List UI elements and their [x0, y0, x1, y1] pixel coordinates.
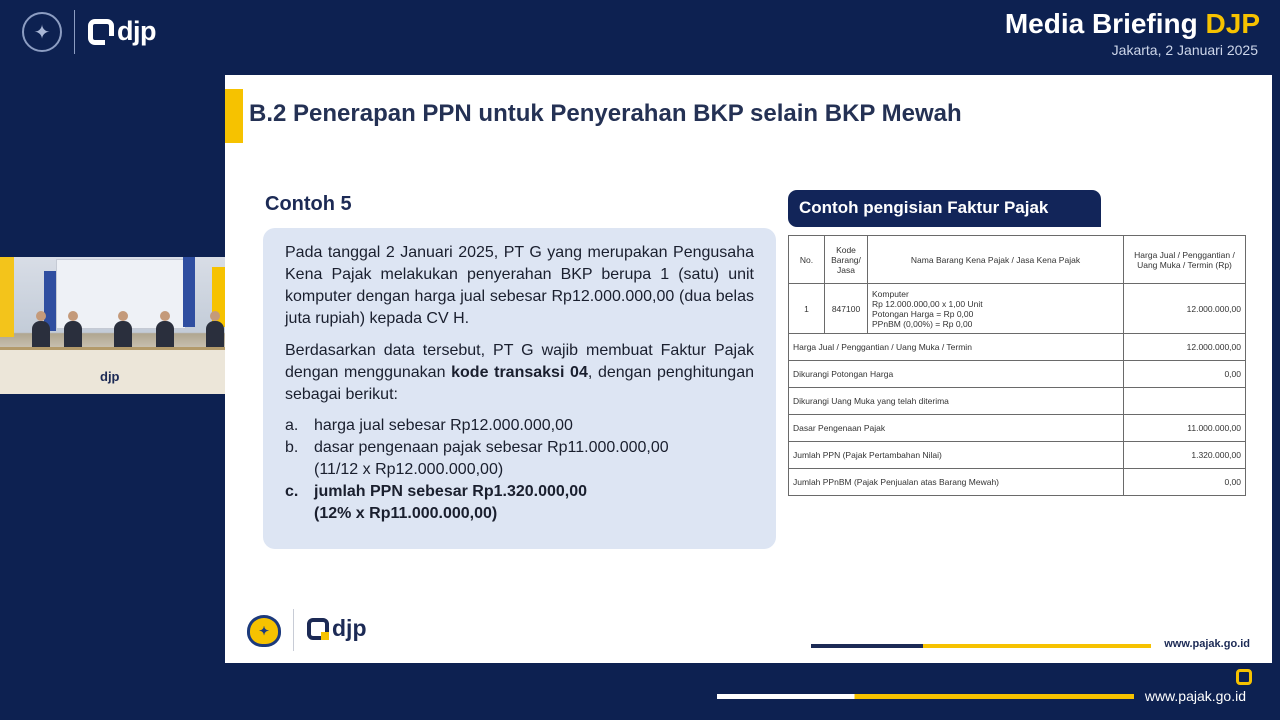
faktur-pajak-title: Contoh pengisian Faktur Pajak	[788, 190, 1101, 227]
slide-title: B.2 Penerapan PPN untuk Penyerahan BKP selain BKP Mewah	[249, 100, 962, 127]
summary-label: Harga Jual / Penggantian / Uang Muka / Termin	[789, 334, 1124, 361]
video-speaker	[64, 321, 82, 349]
summary-value: 12.000.000,00	[1124, 334, 1246, 361]
summary-label: Dasar Pengenaan Pajak	[789, 415, 1124, 442]
example-title: Contoh 5	[265, 193, 352, 215]
djp-corner-icon	[1236, 669, 1252, 685]
header-divider	[74, 10, 75, 54]
table-row	[789, 334, 1246, 361]
summary-label: Jumlah PPN (Pajak Pertambahan Nilai)	[789, 442, 1124, 469]
table-header: Nama Barang Kena Pajak / Jasa Kena Pajak	[868, 236, 1124, 284]
item-number: 1	[789, 284, 825, 334]
presentation-slide	[225, 75, 1272, 663]
table-header-row	[789, 236, 1246, 284]
summary-label: Dikurangi Uang Muka yang telah diterima	[789, 388, 1124, 415]
summary-label: Dikurangi Potongan Harga	[789, 361, 1124, 388]
table-header: Harga Jual / Penggantian / Uang Muka / Termin (Rp)	[1124, 236, 1246, 284]
summary-value: 11.000.000,00	[1124, 415, 1246, 442]
djp-logo-icon	[307, 618, 329, 640]
djp-logo	[307, 615, 367, 642]
slide-footer-bar	[811, 644, 1151, 648]
video-speaker	[114, 321, 132, 349]
faktur-pajak-table	[788, 235, 1246, 496]
slide-footer-url: www.pajak.go.id	[1164, 638, 1250, 650]
djp-logo-icon	[88, 19, 114, 45]
video-speaker	[206, 321, 224, 349]
video-banner	[0, 257, 14, 337]
media-briefing-title: Media Briefing DJP	[1004, 8, 1260, 39]
table-row	[789, 388, 1246, 415]
item-description: Komputer Rp 12.000.000,00 x 1,00 Unit Potongan Harga = Rp 0,00 PPnBM (0,00%) = Rp 0,00	[868, 284, 1124, 334]
briefing-date: Jakarta, 2 Januari 2025	[1111, 42, 1258, 58]
djp-logo	[88, 16, 156, 47]
summary-value: 0,00	[1124, 469, 1246, 496]
title-accent-bar	[225, 89, 243, 143]
speaker-video-feed	[0, 257, 243, 394]
video-desk	[0, 347, 243, 394]
footer-divider	[293, 609, 294, 651]
calc-item: a. harga jual sebesar Rp12.000.000,00	[285, 417, 573, 434]
table-row	[789, 284, 1246, 334]
summary-label: Jumlah PPnBM (Pajak Penjualan atas Barang Mewah)	[789, 469, 1124, 496]
video-banner	[183, 257, 195, 327]
broadcast-header	[0, 0, 1280, 70]
calc-item: b. dasar pengenaan pajak sebesar Rp11.000.000,00 (11/12 x Rp12.000.000,00)	[285, 439, 669, 478]
calculation-list	[285, 415, 754, 525]
example-paragraph-2: Berdasarkan data tersebut, PT G wajib membuat Faktur Pajak dengan menggunakan kode transaksi 04, dengan penghitungan sebagai berikut:	[285, 342, 754, 403]
broadcast-footer-bar	[717, 694, 1134, 699]
example-paragraph-1: Pada tanggal 2 Januari 2025, PT G yang merupakan Pengusaha Kena Pajak melakukan penyerahan BKP berupa 1 (satu) unit komputer dengan harga jual sebesar Rp12.000.000,00 (dua belas juta rupiah) kepada CV H.	[285, 244, 754, 327]
video-desk-logo: djp	[100, 369, 120, 384]
djp-logo-text: djp	[117, 16, 156, 46]
table-header: No.	[789, 236, 825, 284]
summary-value	[1124, 388, 1246, 415]
table-header: Kode Barang/ Jasa	[825, 236, 868, 284]
video-speaker	[32, 321, 50, 349]
table-row	[789, 469, 1246, 496]
video-speaker	[156, 321, 174, 349]
djp-logo-text: djp	[332, 615, 367, 641]
calc-item: c. jumlah PPN sebesar Rp1.320.000,00 (12% x Rp11.000.000,00)	[285, 483, 588, 522]
item-code: 847100	[825, 284, 868, 334]
table-row	[789, 415, 1246, 442]
summary-value: 1.320.000,00	[1124, 442, 1246, 469]
transaction-code: kode transaksi 04	[451, 364, 588, 381]
table-row	[789, 442, 1246, 469]
broadcast-footer-url: www.pajak.go.id	[1144, 688, 1246, 704]
item-amount: 12.000.000,00	[1124, 284, 1246, 334]
ministry-emblem-icon: ✦	[247, 615, 281, 647]
example-box	[263, 228, 776, 549]
table-row	[789, 361, 1246, 388]
ministry-emblem-icon: ✦	[22, 12, 62, 52]
summary-value: 0,00	[1124, 361, 1246, 388]
